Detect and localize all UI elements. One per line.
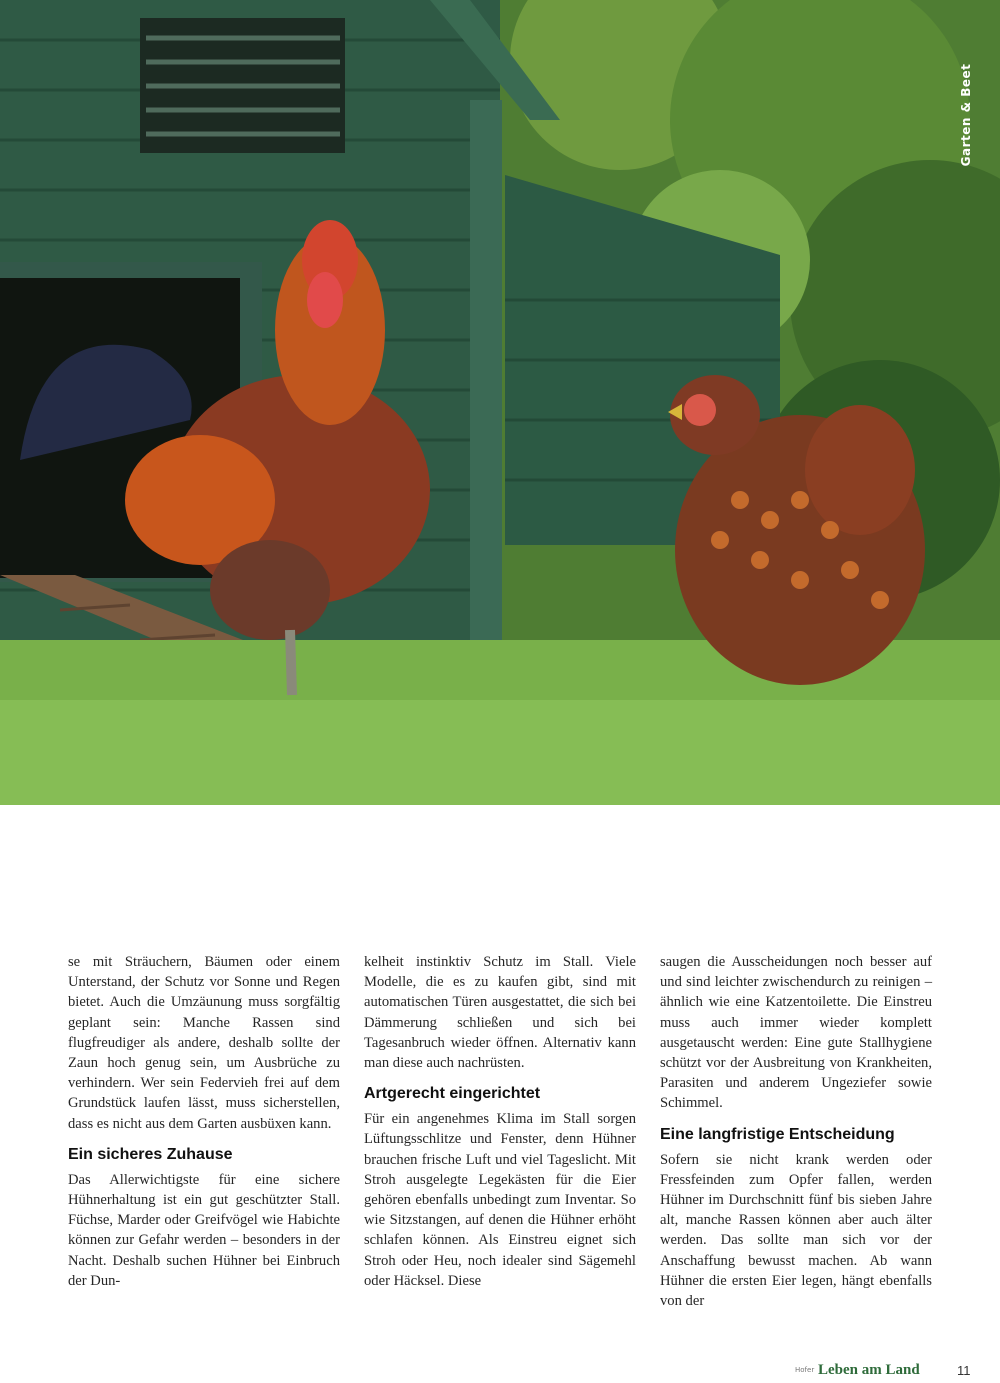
- subheading: Ein sicheres Zuhause: [68, 1145, 233, 1163]
- subheading: Eine langfristige Entscheidung: [660, 1125, 895, 1143]
- paragraph: se mit Sträuchern, Bäumen oder einem Unterstand, der Schutz vor Sonne und Regen bietet. Auch die Umzäunung muss sorgfältig geplant sein: Manche Rassen sind flugfreudiger als andere, deshalb sollte der Zaun hoch genug sein, um Ausbrüche zu verhindern. Wer sein Federvieh frei auf dem Grundstück laufen lässt, muss sicherstellen, dass es nicht aus dem Garten ausbüxen kann.: [68, 954, 340, 1132]
- paragraph: Sofern sie nicht krank werden oder Fressfeinden zum Opfer fallen, werden Hühner im Durchschnitt fünf bis sieben Jahre alt, manche Rassen können aber auch älter werden. Das sollte man sich vor der Anschaffung bewusst machen. Ab wann Hühner die ersten Eier legen, hängt ebenfalls von der: [660, 1151, 932, 1310]
- paragraph: Für ein angenehmes Klima im Stall sorgen Lüftungsschlitze und Fenster, denn Hühner brauchen frische Luft und viel Tageslicht. Mit Stroh ausgelegte Legekästen für die Eier gehören ebenfalls unbedingt zum Inventar. So wie Sitzstangen, auf denen die Hühner erhöht schlafen können. Als Einstreu eignet sich Stroh oder Heu, noch idealer sind Sägemehl oder Häcksel. Diese: [364, 1111, 636, 1289]
- article-column-1: [68, 952, 340, 1291]
- hen: [668, 375, 925, 685]
- paragraph: kelheit instinktiv Schutz im Stall. Viele Modelle, die es zu kaufen gibt, sind mit automatischen Türen ausgestattet, die sich bei Dämmerung schließen und sich bei Tagesanbruch wieder öffnen. Alternativ kann man diese auch nachrüsten.: [364, 954, 636, 1072]
- article-column-3: [660, 952, 932, 1311]
- page-number: 11: [957, 1363, 971, 1378]
- section-label: Garten & Beet: [959, 63, 973, 167]
- article-column-2: [364, 952, 636, 1291]
- publisher-logo: Hofer: [795, 1366, 815, 1374]
- page-footer: [0, 1362, 1000, 1383]
- magazine-title: Leben am Land: [818, 1362, 920, 1378]
- paragraph: Das Allerwichtigste für eine sichere Hühnerhaltung ist ein gut geschützter Stall. Füchse, Marder oder Greifvögel wie Habichte können zur Gefahr werden – besonders in der Nacht. Deshalb suchen Hühner bei Einbruch der Dun-: [68, 1171, 340, 1289]
- subheading: Artgerecht eingerichtet: [364, 1085, 541, 1103]
- paragraph: saugen die Ausscheidungen noch besser auf und sind leichter zwischendurch zu reinigen – ähnlich wie eine Katzentoilette. Die Einstreu muss auch immer wieder komplett ausgetauscht werden: Eine gute Stallhygiene schützt vor der Ausbreitung von Krankheiten, Parasiten und anderem Ungeziefer sowie Schimmel.: [660, 954, 932, 1112]
